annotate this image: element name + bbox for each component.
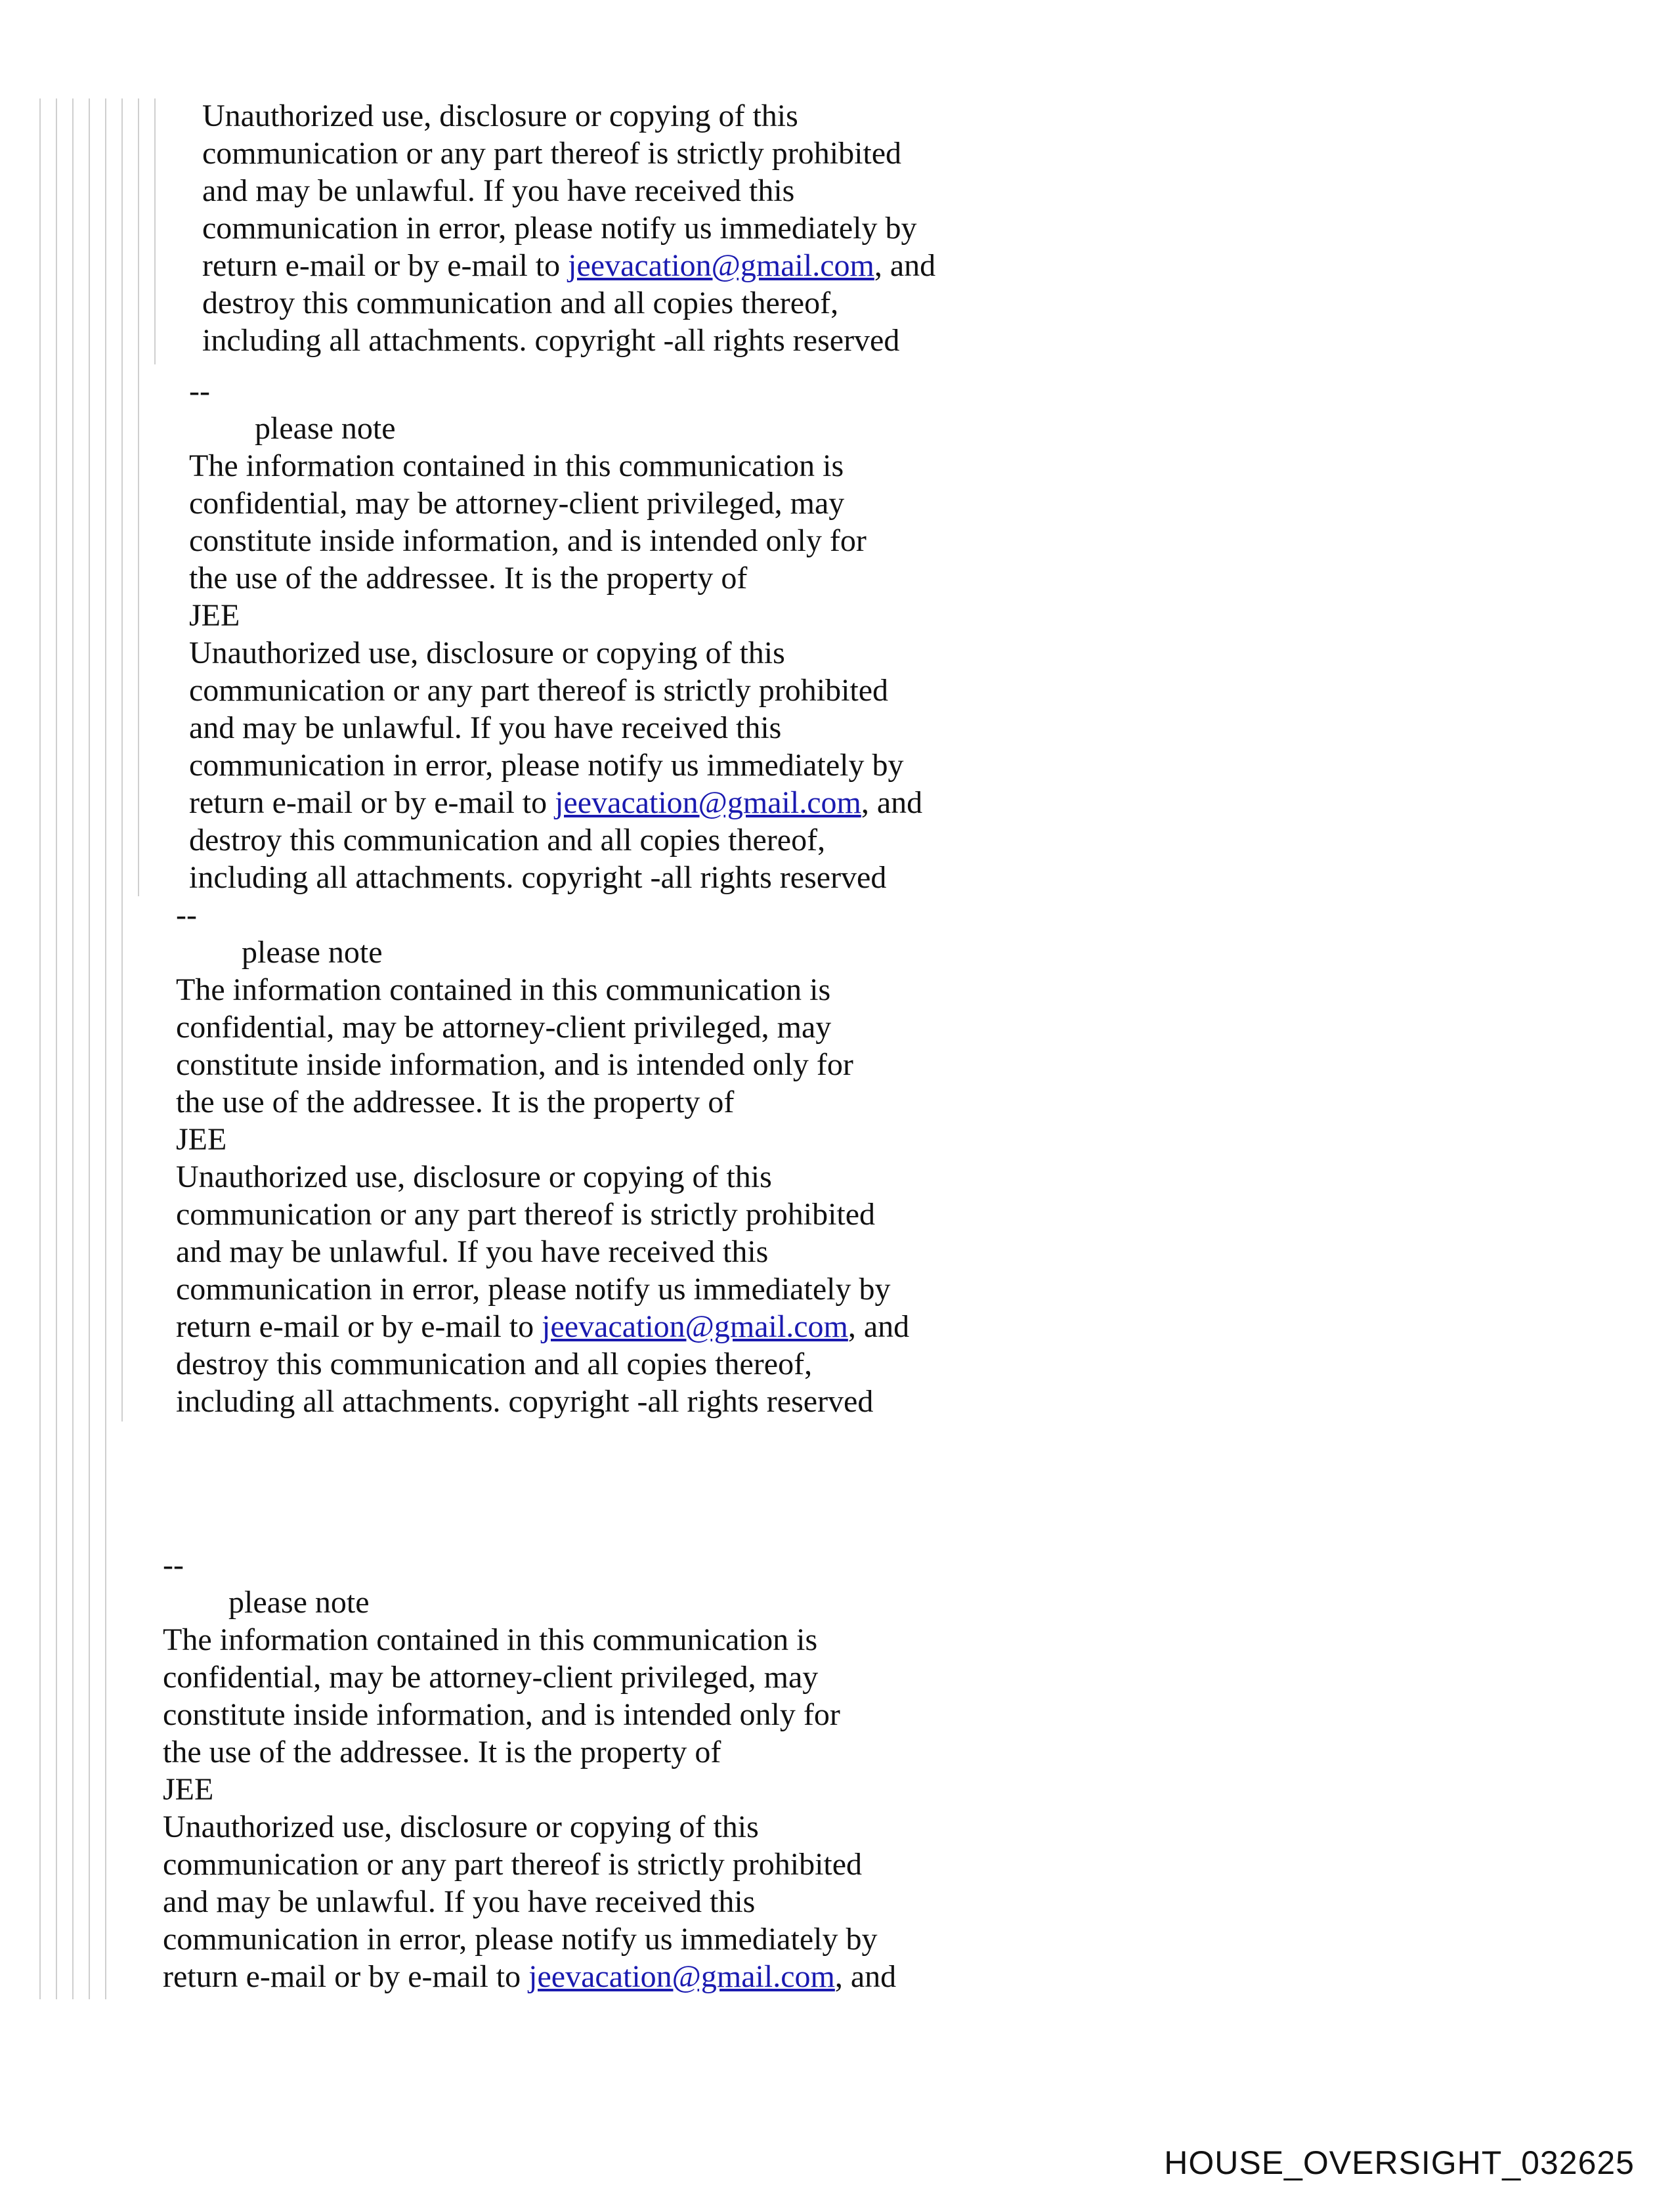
quote-bar-2 [56,98,57,1999]
text-line: Unauthorized use, disclosure or copying of this [202,98,798,133]
separator: -- [163,1548,184,1582]
text-line: constitute inside information, and is intended only for [189,523,867,558]
return-prefix: return e-mail or by e-mail to [189,785,555,820]
text-line: constitute inside information, and is intended only for [176,1047,853,1082]
text-line: communication in error, please notify us immediately by [176,1272,891,1307]
text-line: destroy this communication and all copies thereof, [176,1347,813,1381]
email-link[interactable]: jeevacation@gmail.com [528,1959,835,1994]
email-link[interactable]: jeevacation@gmail.com [568,248,874,283]
separator: -- [176,898,197,932]
text-line: communication or any part thereof is strictly prohibited [202,136,902,171]
text-line: the use of the addressee. It is the property of [176,1085,735,1119]
quote-bar-3 [72,98,74,1999]
text-line: communication or any part thereof is strictly prohibited [189,673,889,708]
text-line: Unauthorized use, disclosure or copying of this [163,1810,759,1844]
text-line: the use of the addressee. It is the property of [163,1735,721,1769]
return-prefix: return e-mail or by e-mail to [202,248,569,283]
return-prefix: return e-mail or by e-mail to [163,1959,529,1994]
text-line: constitute inside information, and is intended only for [163,1697,840,1732]
quote-bar-6 [121,98,123,1421]
return-email-line [176,1308,909,1345]
text-line: confidential, may be attorney-client privileged, may [176,1010,832,1045]
quote-bar-7 [138,98,139,896]
text-line: and may be unlawful. If you have received this [163,1884,756,1919]
return-suffix: , and [874,248,936,283]
text-line: and may be unlawful. If you have received this [189,710,782,745]
return-email-line [163,1958,896,1995]
text-line: JEE [163,1772,214,1807]
text-line: confidential, may be attorney-client privileged, may [163,1660,819,1695]
quote-bar-1 [39,98,41,1999]
text-line: and may be unlawful. If you have received this [202,173,795,208]
text-line: JEE [189,598,240,633]
text-line: destroy this communication and all copies thereof, [189,823,826,857]
return-email-line [202,247,935,284]
return-suffix: , and [834,1959,897,1994]
quote-bar-5 [105,98,106,1999]
text-line: The information contained in this communication is [163,1622,818,1657]
text-line: including all attachments. copyright -all rights reserved [176,1384,874,1419]
text-line: destroy this communication and all copies thereof, [202,286,839,320]
return-prefix: return e-mail or by e-mail to [176,1309,542,1344]
bates-number: HOUSE_OVERSIGHT_032625 [1164,2144,1635,2181]
text-line: communication in error, please notify us immediately by [189,748,904,783]
text-line: communication or any part thereof is strictly prohibited [176,1197,876,1232]
text-line: the use of the addressee. It is the property of [189,561,748,596]
text-line: communication in error, please notify us immediately by [163,1922,878,1957]
text-line: confidential, may be attorney-client privileged, may [189,486,845,521]
text-line: Unauthorized use, disclosure or copying of this [176,1160,772,1194]
quote-bar-4 [89,98,90,1999]
email-link[interactable]: jeevacation@gmail.com [555,785,861,820]
separator: -- [189,374,210,408]
please-note-heading: please note [228,1585,370,1620]
text-line: The information contained in this communication is [189,448,844,483]
text-line: The information contained in this communication is [176,972,831,1007]
text-line: including all attachments. copyright -all rights reserved [202,323,900,358]
please-note-heading: please note [242,935,383,970]
return-suffix: , and [848,1309,910,1344]
text-line: JEE [176,1122,227,1157]
text-line: including all attachments. copyright -all rights reserved [189,860,887,895]
text-line: Unauthorized use, disclosure or copying of this [189,636,785,670]
quote-bar-8 [154,98,156,364]
text-line: communication or any part thereof is strictly prohibited [163,1847,863,1882]
please-note-heading: please note [255,411,396,446]
return-email-line [189,784,922,821]
email-link[interactable]: jeevacation@gmail.com [542,1309,848,1344]
text-line: and may be unlawful. If you have received this [176,1234,769,1269]
return-suffix: , and [861,785,923,820]
text-line: communication in error, please notify us immediately by [202,211,917,246]
